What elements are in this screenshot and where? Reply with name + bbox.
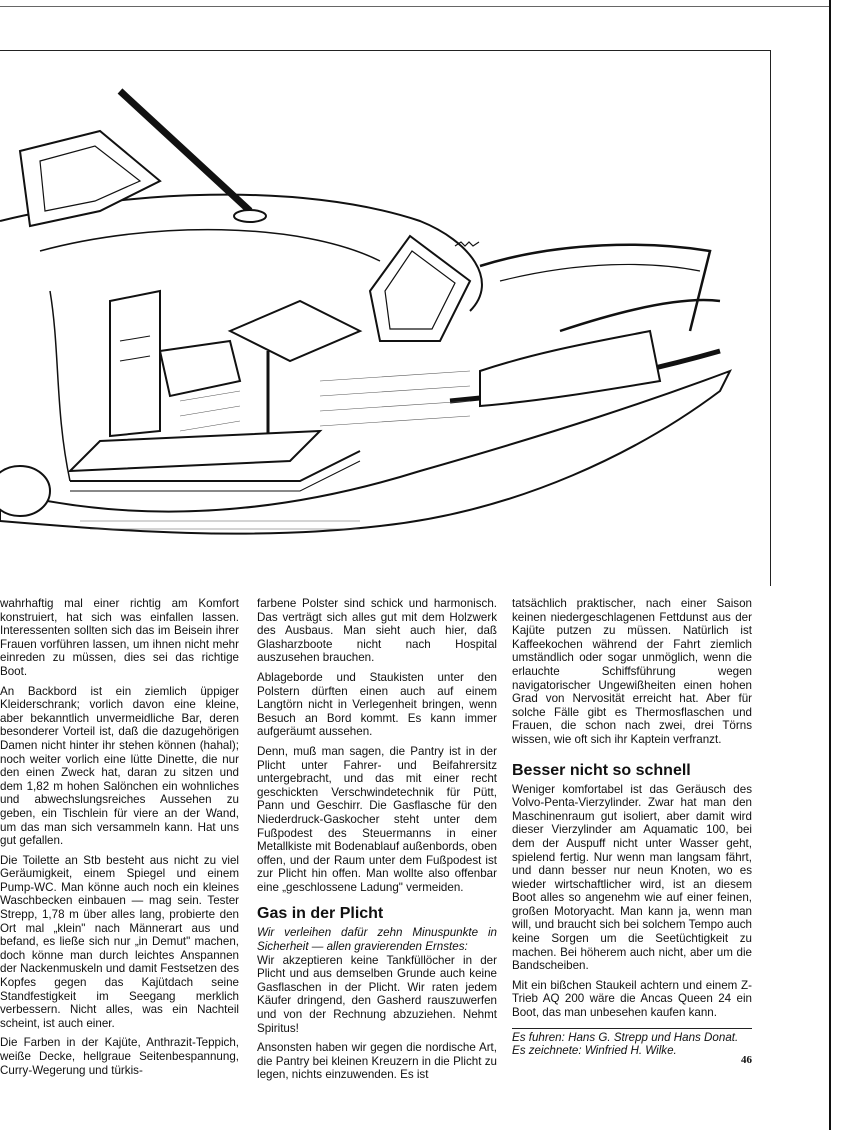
page-number: 46	[741, 1054, 752, 1066]
column2-paragraph-5: Ansonsten haben wir gegen die nordische Art, die Pantry bei kleinen Kreuzern in die Plicht zu legen, nichts einzuwenden. Es ist	[257, 1041, 497, 1082]
column1-paragraph-1: wahrhaftig mal einer richtig am Komfort konstruiert, hat sich was einfallen lassen. Interessenten sollten sich das im Beisein ihrer Frauen vorführen lassen, um ihnen nicht mehr einreden zu müssen, dies sei das richtige Boot.	[0, 597, 239, 678]
section-heading-gas: Gas in der Plicht	[257, 905, 384, 923]
credit-drivers: Es fuhren: Hans G. Strepp und Hans Donat.	[512, 1030, 739, 1044]
section-heading-speed: Besser nicht so schnell	[512, 761, 691, 779]
credit-illustrator: Es zeichnete: Winfried H. Wilke.	[512, 1044, 677, 1058]
page-edge-strip	[829, 0, 864, 1130]
top-rule	[0, 6, 829, 7]
text-column-3	[512, 597, 752, 1058]
text-column-1	[0, 597, 239, 1083]
column2-paragraph-4: Wir akzeptieren keine Tankfüllöcher in der Plicht und aus demselben Grunde auch keine Gasflaschen in der Plicht. Wir raten jedem Käufer dringend, den Gasherd rauszuwerfen und von der Rechnung abzuziehen. Nehmt Spiritus!	[257, 953, 497, 1035]
credits	[512, 1028, 752, 1058]
section-lead: Wir verleihen dafür zehn Minuspunkte in Sicherheit — allen gravierenden Ernstes:	[257, 926, 497, 954]
column1-paragraph-2: An Backbord ist ein ziemlich üppiger Kleiderschrank; vorlich davon eine kleine, aber bekanntlich unvermeidliche Bar, deren besonderer Vorteil ist, daß die dazugehörigen Damen nicht hinter ihr stehen können (hahal); noch weiter vorlich eine lütte Dinette, die nur den einen Zweck hat, daran zu sitzen und dem 1,82 m hohen Salönchen ein wohnliches und abwechslungsreiches Aussehen zu geben, ein Tischlein für viere an der Wand, um das man sich versammeln kann. Hat uns gut gefallen.	[0, 684, 239, 848]
boat-drawing	[0, 51, 770, 586]
column1-paragraph-3: Die Toilette an Stb besteht aus nicht zu viel Geräumigkeit, einem Spiegel und einem Pump-WC. Man könne auch noch ein kleines Waschbecken einbauen — mag sein. Tester Strepp, 1,78 m über alles lang, probierte den Ort mal „klein" nach Männerart aus und befand, es ließe sich nur „in Demut" machen, doch könne man durch leichtes Anspannen der Nackenmuskeln und damit Festsetzen des Kopfes gegen das Kajütdach seine Standfestigkeit im Seegang merklich verbessern. Nicht alles, was ein Nachteil scheint, ist auch einer.	[0, 853, 239, 1030]
column1-paragraph-4: Die Farben in der Kajüte, Anthrazit-Teppich, weiße Decke, hellgraue Seitenbespannung, Curry-Wegerung und türkis-	[0, 1036, 239, 1077]
column2-paragraph-1: farbene Polster sind schick und harmonisch. Das verträgt sich alles gut mit dem Holzwerk des Ausbaus. Man sieht auch hier, daß Glasharzboote nicht nach Hospital auszusehen brauchen.	[257, 597, 497, 665]
column2-paragraph-3: Denn, muß man sagen, die Pantry ist in der Plicht unter Fahrer- und Beifahrersitz untergebracht, und das mit einer recht geschickten Verschwindetechnik für Pütt, Pann und Geschirr. Die Gasflasche für den Niederdruck-Gaskocher steht unter dem Fußpodest des Steuermanns in einer Metallkiste mit Bodenablauf außenbords, oben offen, und der Raum unter dem Fußpodest ist zur Plicht hin offen. Man wollte also offenbar eine „geschlossene Ladung" vermeiden.	[257, 744, 497, 894]
column3-paragraph-2: Weniger komfortabel ist das Geräusch des Volvo-Penta-Vierzylinder. Zwar hat man den Maschinenraum gut isoliert, aber damit wird dieser Vierzylinder am Aquamatic 100, bei dem der Auspuff nicht unter Wasser geht, spielend fertig. Nur wenn man langsam fährt, und dann besser nur neun Knoten, wo es wieder wirtschaftlicher wird, ist an diesem Boot alles so angenehm wie auf einer feinen, großen Motoryacht. Man kann ja, wenn man will, und braucht sich bei solchem Tempo auch keine Sorgen um die Seetüchtigkeit zu machen. Bei höherem auch nicht, aber um die Bandscheiben.	[512, 782, 752, 973]
column3-paragraph-3: Mit ein bißchen Staukeil achtern und einem Z-Trieb AQ 200 wäre die Ancas Queen 24 ein Boot, das man unbesehen kaufen kann.	[512, 978, 752, 1020]
text-column-2	[257, 597, 497, 1088]
column3-paragraph-1: tatsächlich praktischer, nach einer Saison keinen niedergeschlagenen Fettdunst aus der Kajüte putzen zu müssen. Natürlich ist Kaffeekochen während der Fahrt ziemlich umständlich oder sogar unmöglich, wenn die erlauchte Schiffsführung wegen navigatorischer Ungewißheiten einen hohen Grad von Nervosität erreicht hat. Aber für solche Fälle gibt es Thermosflaschen und Frauen, die schon nach zwei, drei Törns wissen, wie oft sich ihr Kaptein verfranzt.	[512, 597, 752, 746]
boat-cutaway-illustration	[0, 50, 771, 586]
column2-paragraph-2: Ablageborde und Staukisten unter den Polstern dürften einen auch auf einem Langtörn nicht in Verlegenheit bringen, wenn Besuch an Bord kommt. Es kann immer aufgeräumt aussehen.	[257, 670, 497, 739]
